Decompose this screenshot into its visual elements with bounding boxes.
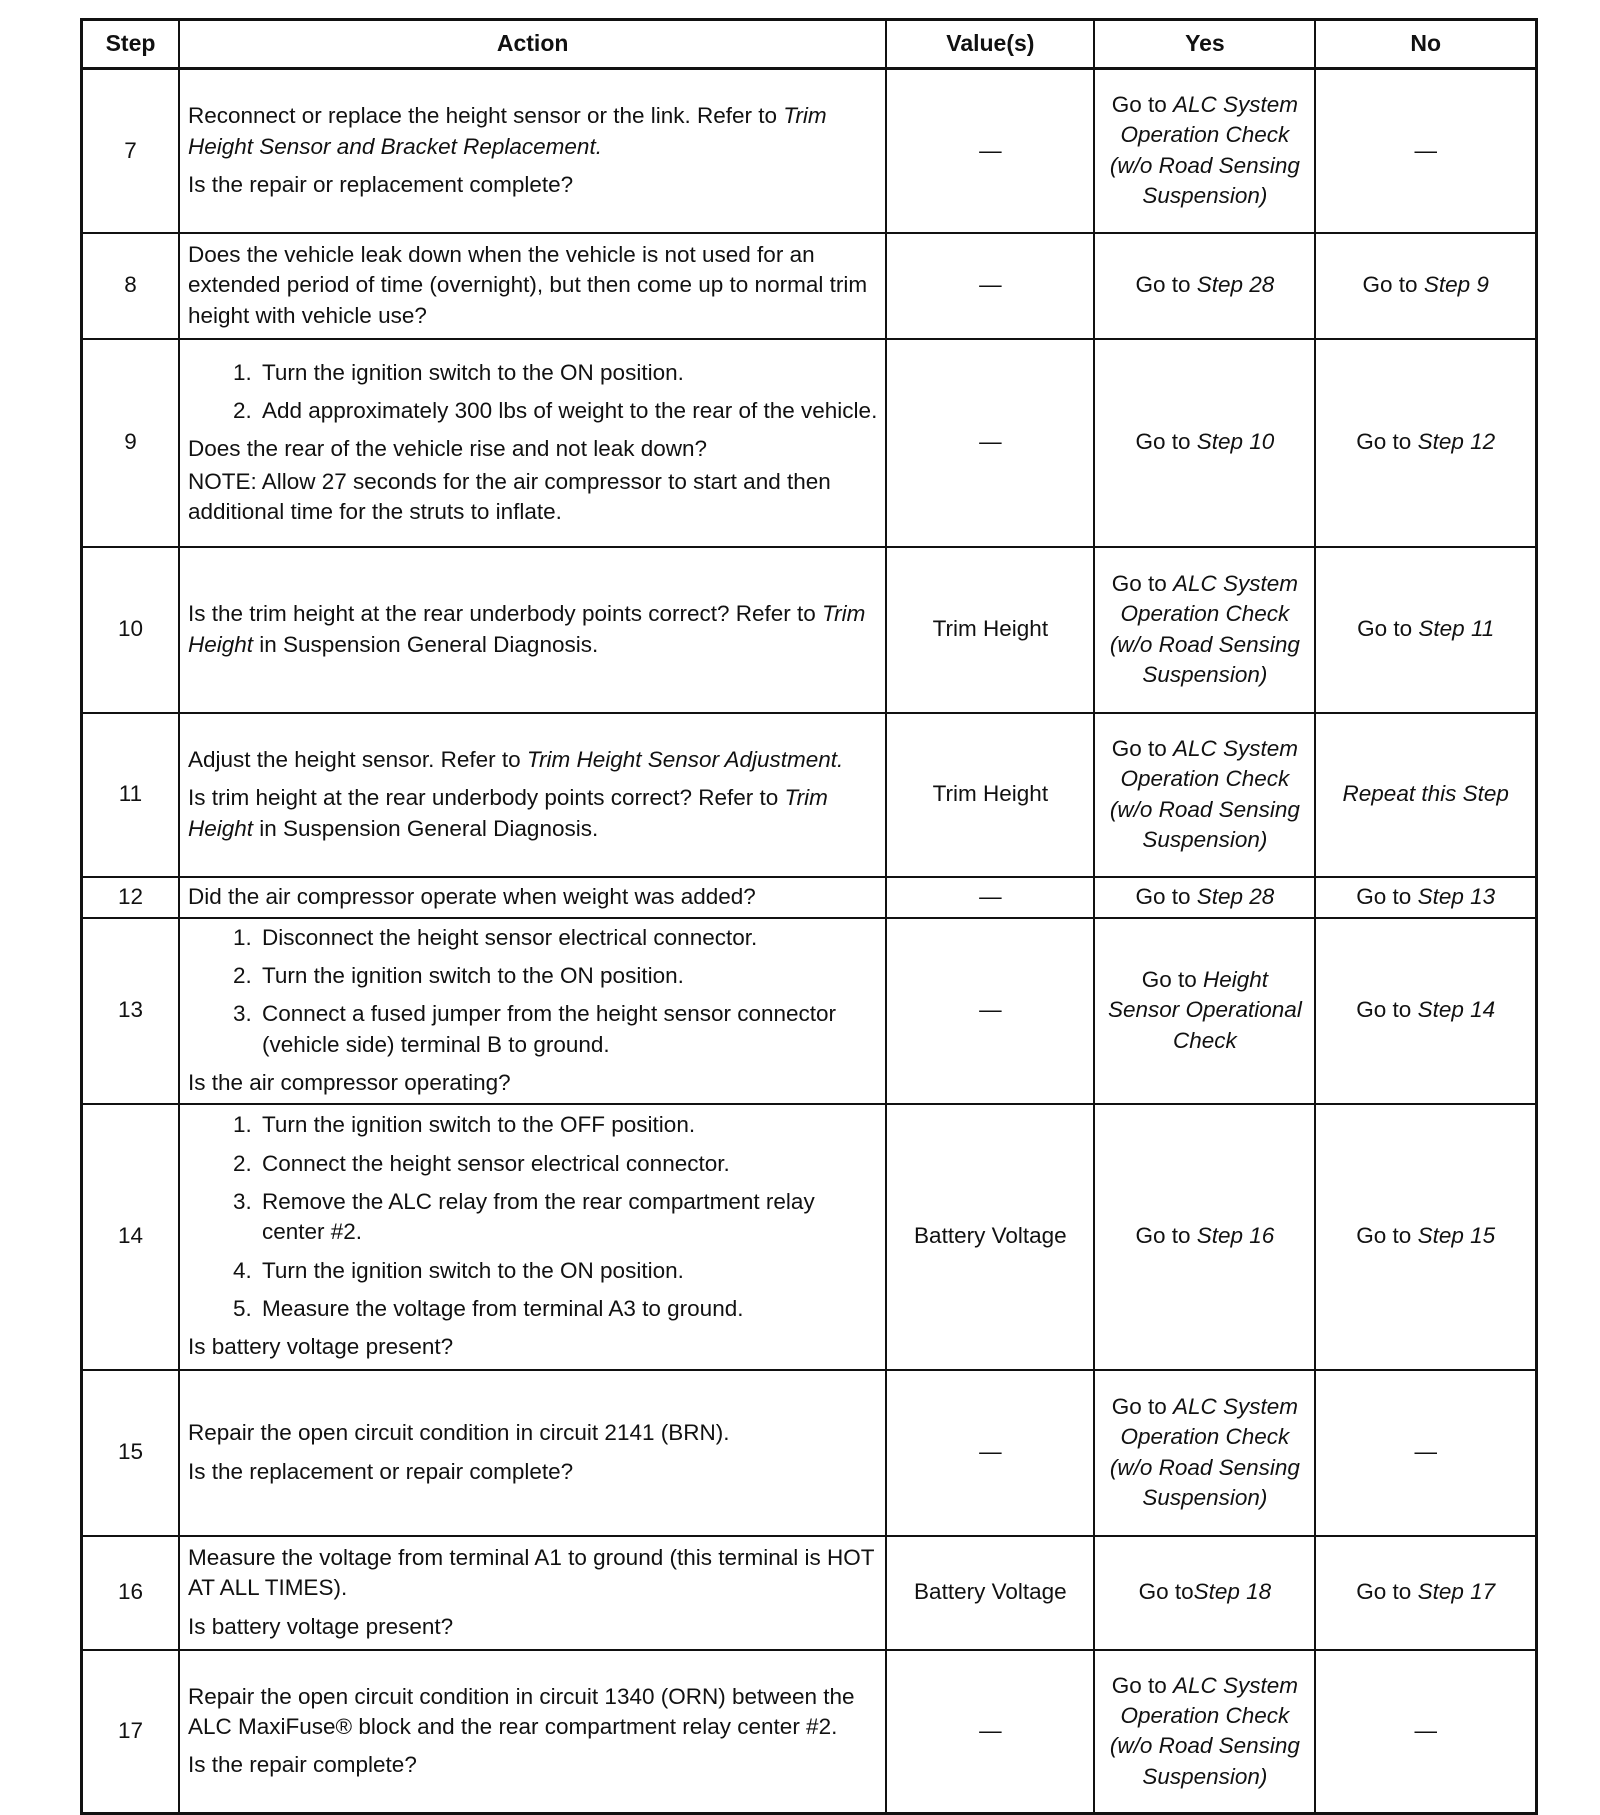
- yes-cell: Go to Step 10: [1094, 339, 1315, 547]
- action-text: Adjust the height sensor. Refer to Trim Height Sensor Adjustment.: [187, 746, 844, 772]
- action-cell: [179, 69, 886, 233]
- action-steps: [188, 358, 877, 427]
- action-question: Does the rear of the vehicle rise and not leak down?: [187, 436, 708, 462]
- action-note: NOTE: Allow 27 seconds for the air compressor to start and then additional time for the struts to inflate.: [187, 468, 831, 525]
- action-question: Is the air compressor operating?: [187, 1070, 511, 1096]
- action-cell: [179, 1650, 886, 1814]
- no-cell: —: [1315, 1650, 1536, 1814]
- action-step: 3. Connect a fused jumper from the height sensor connector (vehicle side) terminal B to ground.: [258, 999, 877, 1060]
- table-row: [82, 339, 1537, 547]
- value-cell: —: [886, 69, 1094, 233]
- action-question: Is battery voltage present?: [187, 1334, 454, 1360]
- table-row: [82, 233, 1537, 339]
- action-cell: [179, 1104, 886, 1370]
- action-step: 3. Remove the ALC relay from the rear compartment relay center #2.: [258, 1187, 877, 1248]
- action-text: Repair the open circuit condition in circuit 2141 (BRN).: [187, 1420, 730, 1446]
- table-row: [82, 1650, 1537, 1814]
- action-cell: [179, 918, 886, 1104]
- table-row: [82, 1370, 1537, 1536]
- step-number: 11: [82, 713, 179, 877]
- action-step: 2. Connect the height sensor electrical connector.: [258, 1149, 877, 1179]
- action-cell: [179, 1536, 886, 1650]
- no-cell: Go to Step 9: [1315, 233, 1536, 339]
- step-number: 12: [82, 877, 179, 918]
- action-text: Repair the open circuit condition in circuit 1340 (ORN) between the ALC MaxiFuse® block and the rear compartment relay center #2.: [187, 1683, 855, 1740]
- value-cell: Trim Height: [886, 547, 1094, 713]
- yes-cell: Go to ALC System Operation Check (w/o Road Sensing Suspension): [1094, 713, 1315, 877]
- header-action: Action: [179, 20, 886, 69]
- step-number: 8: [82, 233, 179, 339]
- table-row: [82, 1536, 1537, 1650]
- yes-cell: Go to ALC System Operation Check (w/o Road Sensing Suspension): [1094, 1650, 1315, 1814]
- action-question: Is battery voltage present?: [187, 1613, 454, 1639]
- action-question: Is the replacement or repair complete?: [187, 1458, 574, 1484]
- value-cell: Battery Voltage: [886, 1104, 1094, 1370]
- step-number: 10: [82, 547, 179, 713]
- value-cell: —: [886, 233, 1094, 339]
- value-cell: —: [886, 339, 1094, 547]
- table-row: [82, 547, 1537, 713]
- value-cell: —: [886, 877, 1094, 918]
- action-cell: [179, 713, 886, 877]
- value-cell: Battery Voltage: [886, 1536, 1094, 1650]
- no-cell: —: [1315, 69, 1536, 233]
- table-row: [82, 877, 1537, 918]
- action-question: Does the vehicle leak down when the vehicle is not used for an extended period of time (overnight), but then come up to normal trim height with vehicle use?: [187, 241, 868, 328]
- no-cell: Go to Step 15: [1315, 1104, 1536, 1370]
- no-cell: —: [1315, 1370, 1536, 1536]
- no-cell: Go to Step 14: [1315, 918, 1536, 1104]
- diagnostic-table-page: [80, 18, 1538, 1815]
- table-row: [82, 918, 1537, 1104]
- action-cell: [179, 1370, 886, 1536]
- header-step: Step: [82, 20, 179, 69]
- step-number: 9: [82, 339, 179, 547]
- diagnostic-table: [80, 18, 1538, 1815]
- action-steps: [188, 1110, 877, 1324]
- action-question: Is the repair complete?: [187, 1752, 417, 1778]
- action-steps: [188, 923, 877, 1061]
- step-number: 14: [82, 1104, 179, 1370]
- header-no: No: [1315, 20, 1536, 69]
- value-cell: Trim Height: [886, 713, 1094, 877]
- action-step: 1. Disconnect the height sensor electrical connector.: [258, 923, 877, 953]
- header-yes: Yes: [1094, 20, 1315, 69]
- action-question: Did the air compressor operate when weight was added?: [187, 883, 756, 909]
- table-row: [82, 1104, 1537, 1370]
- yes-cell: Go to Step 28: [1094, 233, 1315, 339]
- no-cell: Go to Step 11: [1315, 547, 1536, 713]
- yes-cell: Go toStep 18: [1094, 1536, 1315, 1650]
- value-cell: —: [886, 918, 1094, 1104]
- action-question: Is trim height at the rear underbody points correct? Refer to Trim Height in Suspension General Diagnosis.: [187, 785, 828, 841]
- action-step: 2. Add approximately 300 lbs of weight to the rear of the vehicle.: [258, 396, 877, 426]
- action-cell: [179, 547, 886, 713]
- action-cell: [179, 233, 886, 339]
- step-number: 17: [82, 1650, 179, 1814]
- no-cell: Go to Step 12: [1315, 339, 1536, 547]
- action-step: 4. Turn the ignition switch to the ON position.: [258, 1256, 877, 1286]
- table-row: [82, 69, 1537, 233]
- step-number: 7: [82, 69, 179, 233]
- yes-cell: Go to Height Sensor Operational Check: [1094, 918, 1315, 1104]
- action-step: 1. Turn the ignition switch to the OFF position.: [258, 1110, 877, 1140]
- yes-cell: Go to Step 28: [1094, 877, 1315, 918]
- table-header-row: [82, 20, 1537, 69]
- no-cell: Go to Step 17: [1315, 1536, 1536, 1650]
- step-number: 16: [82, 1536, 179, 1650]
- yes-cell: Go to Step 16: [1094, 1104, 1315, 1370]
- action-cell: [179, 339, 886, 547]
- no-cell: Repeat this Step: [1315, 713, 1536, 877]
- table-row: [82, 713, 1537, 877]
- header-values: Value(s): [886, 20, 1094, 69]
- action-text: Measure the voltage from terminal A1 to ground (this terminal is HOT AT ALL TIMES).: [187, 1544, 875, 1601]
- action-question: Is the trim height at the rear underbody points correct? Refer to Trim Height in Suspension General Diagnosis.: [187, 601, 866, 657]
- action-step: 1. Turn the ignition switch to the ON position.: [258, 358, 877, 388]
- yes-cell: Go to ALC System Operation Check (w/o Road Sensing Suspension): [1094, 69, 1315, 233]
- no-cell: Go to Step 13: [1315, 877, 1536, 918]
- step-number: 13: [82, 918, 179, 1104]
- value-cell: —: [886, 1370, 1094, 1536]
- action-question: Is the repair or replacement complete?: [187, 171, 574, 197]
- action-step: 5. Measure the voltage from terminal A3 to ground.: [258, 1294, 877, 1324]
- value-cell: —: [886, 1650, 1094, 1814]
- action-step: 2. Turn the ignition switch to the ON position.: [258, 961, 877, 991]
- yes-cell: Go to ALC System Operation Check (w/o Road Sensing Suspension): [1094, 547, 1315, 713]
- yes-cell: Go to ALC System Operation Check (w/o Road Sensing Suspension): [1094, 1370, 1315, 1536]
- action-cell: [179, 877, 886, 918]
- step-number: 15: [82, 1370, 179, 1536]
- action-text: Reconnect or replace the height sensor or the link. Refer to Trim Height Sensor and Bracket Replacement.: [187, 103, 827, 159]
